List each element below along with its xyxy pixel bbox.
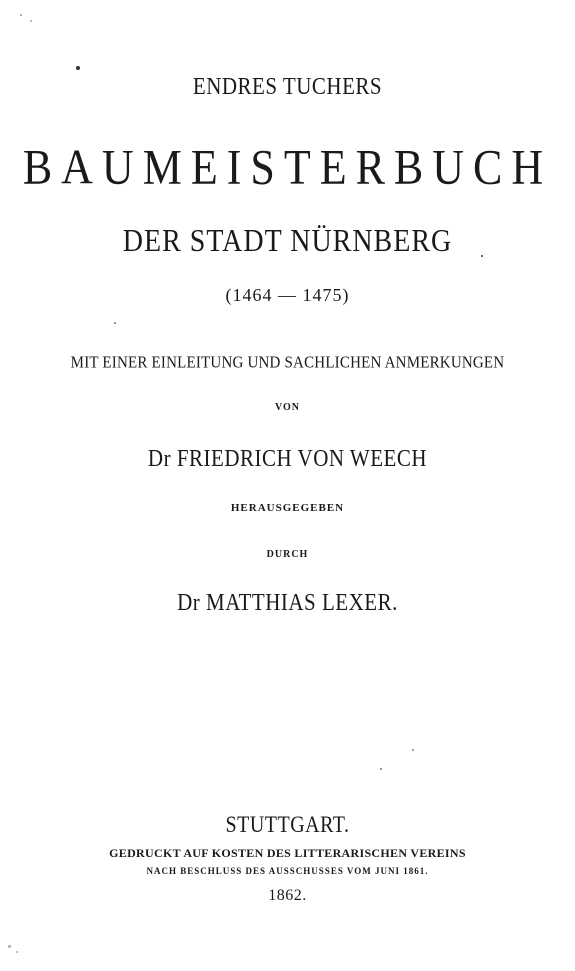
scan-speck [30, 20, 32, 22]
scan-speck [412, 749, 414, 751]
editor-one: Dr FRIEDRICH VON WEECH [147, 444, 428, 472]
main-title: BAUMEISTERBUCH [22, 140, 553, 195]
scan-speck [481, 255, 483, 257]
scan-speck [8, 945, 11, 948]
scan-speck [380, 768, 382, 770]
publication-place: STUTTGART. [225, 812, 350, 838]
printed-line: GEDRUCKT AUF KOSTEN DES LITTERARISCHEN VEREINS [109, 846, 466, 860]
through-word: DURCH [266, 549, 309, 560]
author-title: ENDRES TUCHERS [192, 72, 383, 100]
subtitle: DER STADT NÜRNBERG [122, 223, 453, 260]
publication-year: 1862. [268, 887, 307, 904]
scan-speck [76, 66, 80, 70]
scan-speck [114, 322, 116, 324]
year-range: (1464 — 1475) [225, 285, 350, 305]
editor-two: Dr MATTHIAS LEXER. [177, 588, 398, 616]
scan-speck [20, 14, 22, 16]
scan-speck [16, 951, 18, 953]
resolution-line: NACH BESCHLUSS DES AUSSCHUSSES VOM JUNI 1861. [146, 866, 429, 876]
edited-word: HERAUSGEGEBEN [230, 502, 345, 514]
by-word: VON [274, 402, 301, 413]
description-line: MIT EINER EINLEITUNG UND SACHLICHEN ANMERKUNGEN [70, 353, 505, 373]
